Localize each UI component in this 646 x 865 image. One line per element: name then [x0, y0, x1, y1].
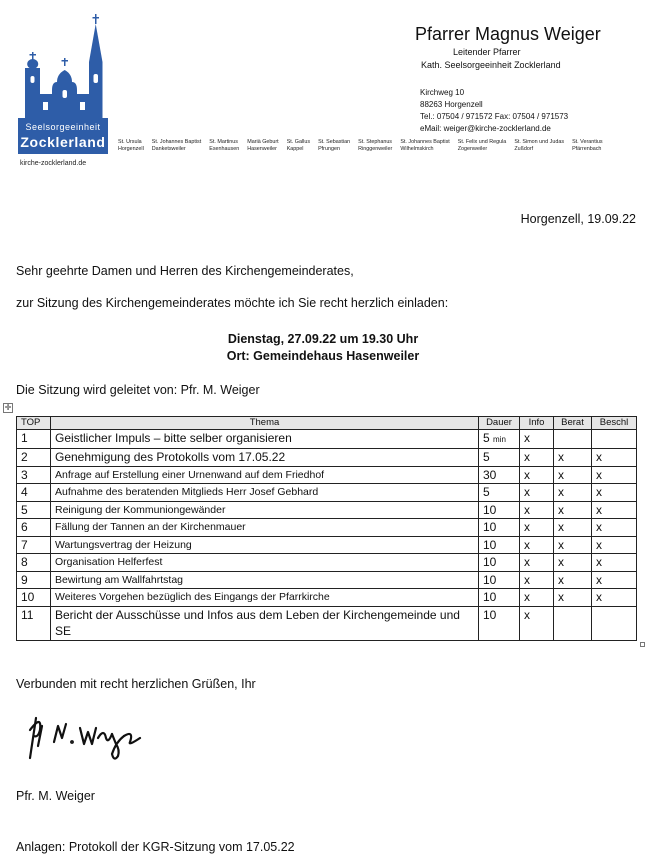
cell-berat: [554, 519, 592, 537]
cell-thema-text: Anfrage auf Erstellung einer Urnenwand auf dem Friedhof: [55, 468, 325, 481]
table-row: [17, 449, 637, 467]
cell-info: [520, 466, 554, 484]
cell-beschl-text: x: [596, 502, 602, 517]
cell-berat-text: x: [558, 485, 564, 499]
cell-top-text: 7: [21, 537, 28, 552]
cell-dauer: [479, 536, 520, 554]
cell-top-text: 2: [21, 450, 28, 464]
cell-info: [520, 484, 554, 502]
parish-item: [458, 139, 507, 153]
cell-beschl: [592, 606, 637, 640]
parish-item: [514, 139, 564, 153]
parish-place: Ringgenweiler: [358, 146, 393, 152]
parish-item: [318, 139, 350, 153]
cell-dauer-text: 30: [483, 467, 497, 482]
cell-berat: [554, 430, 592, 449]
cell-info: [520, 519, 554, 537]
cell-dauer: [479, 606, 520, 640]
cell-berat: [554, 484, 592, 502]
cell-berat-text: x: [558, 572, 564, 587]
cell-thema-text: Bewirtung am Wallfahrtstag: [55, 573, 183, 586]
cell-info-text: x: [524, 555, 530, 569]
parish-item: [247, 139, 278, 153]
cell-top-text: 5: [21, 502, 28, 517]
cell-thema: [51, 430, 479, 449]
cell-info: [520, 606, 554, 640]
table-row: [17, 589, 637, 607]
cell-beschl: [592, 501, 637, 519]
cell-beschl: [592, 430, 637, 449]
cell-top-text: 6: [21, 520, 28, 534]
cell-top: [17, 449, 51, 467]
cell-beschl: [592, 554, 637, 572]
cell-berat-text: x: [558, 502, 564, 517]
table-row: [17, 554, 637, 572]
parish-name: St. Gallus: [286, 139, 311, 145]
cell-dauer-text: 10: [483, 537, 497, 552]
sender-street: Kirchweg 10: [420, 88, 465, 97]
cell-dauer: [479, 571, 520, 589]
table-row: [17, 484, 637, 502]
logo-line-zocklerland: Zocklerland: [20, 134, 106, 150]
cell-thema: [51, 449, 479, 467]
parish-name: St. Johannes Baptist: [400, 139, 450, 145]
parish-place: Wilhelmskirch: [400, 146, 434, 152]
cell-top: [17, 519, 51, 537]
header-dauer: Dauer: [479, 417, 520, 430]
cell-berat-text: x: [558, 520, 564, 534]
cell-top-text: 11: [21, 607, 34, 622]
cell-thema-text: Fällung der Tannen an der Kirchenmauer: [55, 521, 246, 533]
cell-dauer: [479, 466, 520, 484]
cell-dauer: [479, 519, 520, 537]
salutation: Sehr geehrte Damen und Herren des Kirchengemeinderates,: [16, 264, 354, 278]
cell-dauer-text: 10: [483, 590, 497, 604]
cell-thema-text: Reinigung der Kommuniongewänder: [55, 503, 226, 516]
signatory-name: Pfr. M. Weiger: [16, 789, 95, 803]
cell-berat-text: x: [558, 467, 564, 482]
cell-dauer: [479, 430, 520, 449]
cell-beschl-text: x: [596, 450, 602, 464]
cell-thema-text: Genehmigung des Protokolls vom 17.05.22: [55, 450, 286, 464]
cell-beschl-text: x: [596, 590, 602, 604]
invitation-text: zur Sitzung des Kirchengemeinderates möchte ich Sie recht herzlich einladen:: [16, 296, 449, 310]
cell-beschl: [592, 519, 637, 537]
cell-dauer-text: 10: [483, 607, 497, 622]
cell-thema-text: Weiteres Vorgehen bezüglich des Eingangs der Pfarrkirche: [55, 591, 330, 603]
parish-item: [358, 139, 392, 153]
cell-thema-text: Bericht der Ausschüsse und Infos aus dem Leben der Kirchengemeinde und SE: [55, 607, 460, 638]
header-berat: Berat: [554, 417, 592, 430]
cell-dauer-text: 5: [483, 485, 490, 499]
parish-place: Danketsweiler: [151, 146, 186, 152]
cell-info: [520, 449, 554, 467]
cell-thema: [51, 589, 479, 607]
handwritten-signature: [24, 708, 154, 764]
cell-thema-text: Aufnahme des beratenden Mitglieds Herr Josef Gebhard: [55, 486, 319, 498]
cell-thema: [51, 466, 479, 484]
parish-name: St. Ursula: [118, 139, 142, 145]
cell-thema-text: Wartungsvertrag der Heizung: [55, 538, 192, 551]
date-line: Horgenzell, 19.09.22: [520, 212, 636, 226]
cell-info-text: x: [524, 607, 530, 622]
cell-berat-text: x: [558, 555, 564, 569]
parish-item: [400, 139, 449, 153]
parish-list: [118, 139, 638, 153]
cell-berat: [554, 606, 592, 640]
cell-top-text: 9: [21, 572, 28, 587]
cell-berat: [554, 571, 592, 589]
cell-info: [520, 501, 554, 519]
parish-place: Pfrungen: [318, 146, 340, 152]
cell-beschl-text: x: [596, 555, 602, 569]
parish-place: Horgenzell: [118, 146, 144, 152]
cell-top-text: 1: [21, 431, 28, 445]
cell-top: [17, 606, 51, 640]
cell-beschl: [592, 571, 637, 589]
parish-place: Zußdorf: [514, 146, 534, 152]
parish-name: St. Stephanus: [358, 139, 393, 145]
sender-city: 88263 Horgenzell: [420, 100, 483, 109]
parish-item: [152, 139, 201, 153]
meeting-date: Dienstag, 27.09.22 um 19.30 Uhr: [227, 332, 419, 346]
cell-info-text: x: [524, 520, 530, 534]
cell-dauer: [479, 589, 520, 607]
header-info: Info: [520, 417, 554, 430]
cell-info-text: x: [524, 450, 530, 464]
parish-place: Zogenweiler: [457, 146, 488, 152]
cell-top: [17, 466, 51, 484]
cell-dauer-unit: min: [493, 435, 506, 444]
sender-unit: Kath. Seelsorgeeinheit Zocklerland: [421, 60, 561, 70]
cell-beschl: [592, 536, 637, 554]
cell-info-text: x: [524, 572, 530, 587]
cell-dauer-text: 10: [483, 572, 497, 587]
agenda-table: [16, 416, 637, 641]
header-top: TOP: [17, 417, 51, 430]
cell-dauer-text: 10: [483, 555, 497, 569]
cell-beschl: [592, 589, 637, 607]
parish-place: Pfärrenbach: [572, 146, 602, 152]
cell-berat: [554, 554, 592, 572]
attachments-line: Anlagen: Protokoll der KGR-Sitzung vom 17.05.22: [16, 840, 295, 854]
cell-top: [17, 589, 51, 607]
chair-line: Die Sitzung wird geleitet von: Pfr. M. Weiger: [16, 383, 260, 397]
cell-berat: [554, 589, 592, 607]
parish-item: [209, 139, 239, 153]
parish-name: St. Sebastian: [318, 139, 351, 145]
cell-beschl: [592, 449, 637, 467]
cell-berat: [554, 501, 592, 519]
parish-name: St. Felix und Regula: [457, 139, 507, 145]
table-row: [17, 519, 637, 537]
table-row: [17, 571, 637, 589]
cell-top-text: 4: [21, 485, 28, 499]
sender-phone: Tel.: 07504 / 971572 Fax: 07504 / 971573: [420, 112, 569, 121]
cell-dauer-text: 10: [483, 502, 497, 517]
parish-place: Esenhausen: [209, 146, 240, 152]
move-icon[interactable]: ✛: [4, 403, 12, 412]
sender-email[interactable]: eMail: weiger@kirche-zocklerland.de: [420, 124, 551, 133]
cell-thema: [51, 554, 479, 572]
cell-info-text: x: [524, 431, 530, 445]
cell-dauer-text: 5: [483, 431, 490, 445]
table-row: [17, 501, 637, 519]
cell-thema: [51, 501, 479, 519]
cell-top: [17, 501, 51, 519]
cell-info: [520, 430, 554, 449]
cell-top: [17, 536, 51, 554]
cell-thema: [51, 536, 479, 554]
cell-info-text: x: [524, 590, 530, 604]
cell-beschl-text: x: [596, 572, 602, 587]
sender-name: Pfarrer Magnus Weiger: [415, 24, 601, 44]
cell-top-text: 10: [21, 590, 35, 604]
cell-info: [520, 589, 554, 607]
logo-wordmark: [18, 118, 108, 154]
meeting-location: Ort: Gemeindehaus Hasenweiler: [226, 349, 420, 363]
cell-info-text: x: [524, 485, 530, 499]
parish-item: [572, 139, 603, 153]
cell-berat: [554, 536, 592, 554]
table-row: [17, 430, 637, 449]
header-beschl: Beschl: [592, 417, 637, 430]
cell-dauer: [479, 501, 520, 519]
cell-beschl: [592, 484, 637, 502]
cell-info-text: x: [524, 467, 530, 482]
cell-thema-text: Organisation Helferfest: [55, 556, 163, 568]
cell-dauer: [479, 554, 520, 572]
cell-thema: [51, 606, 479, 640]
cell-thema-text: Geistlicher Impuls – bitte selber organisieren: [55, 431, 292, 445]
table-row: [17, 606, 637, 640]
cell-top-text: 8: [21, 555, 28, 569]
parish-place: Kappel: [286, 146, 304, 152]
cell-thema: [51, 571, 479, 589]
cell-dauer-text: 5: [483, 450, 490, 464]
table-header-row: [17, 417, 637, 430]
parish-name: St. Verantius: [572, 139, 603, 145]
cell-berat-text: x: [558, 590, 564, 604]
cell-dauer-text: 10: [483, 520, 497, 534]
cell-info-text: x: [524, 537, 530, 552]
parish-place: Hasenweiler: [247, 146, 277, 152]
cell-dauer: [479, 484, 520, 502]
sender-address: [420, 87, 568, 135]
cell-top: [17, 430, 51, 449]
cell-berat-text: x: [558, 450, 564, 464]
cell-top: [17, 554, 51, 572]
cell-thema: [51, 519, 479, 537]
cell-info: [520, 571, 554, 589]
cell-beschl: [592, 466, 637, 484]
closing-text: Verbunden mit recht herzlichen Grüßen, Ihr: [16, 677, 256, 691]
table-resize-handle[interactable]: [640, 642, 645, 647]
parish-name: St. Simon und Judas: [514, 139, 565, 145]
cell-berat-text: x: [558, 537, 564, 552]
cell-beschl-text: x: [596, 485, 602, 499]
table-row: [17, 536, 637, 554]
cell-info: [520, 536, 554, 554]
cell-top: [17, 484, 51, 502]
sender-role: Leitender Pfarrer: [453, 47, 521, 57]
cell-top: [17, 571, 51, 589]
cell-dauer: [479, 449, 520, 467]
parish-name: St. Martinus: [209, 139, 238, 145]
cell-info: [520, 554, 554, 572]
cell-top-text: 3: [21, 467, 28, 482]
cell-beschl-text: x: [596, 520, 602, 534]
logo-line-seelsorgeeinheit: Seelsorgeeinheit: [25, 122, 101, 132]
table-row: [17, 466, 637, 484]
parish-item: [287, 139, 310, 153]
cell-berat: [554, 449, 592, 467]
parish-name: Mariä Geburt: [247, 139, 279, 145]
header-thema: Thema: [51, 417, 479, 430]
cell-beschl-text: x: [596, 467, 602, 482]
cell-beschl-text: x: [596, 537, 602, 552]
cell-berat: [554, 466, 592, 484]
website-link[interactable]: kirche-zocklerland.de: [20, 160, 87, 167]
cell-info-text: x: [524, 502, 530, 517]
cell-thema: [51, 484, 479, 502]
parish-name: St. Johannes Baptist: [151, 139, 202, 145]
parish-item: [118, 139, 144, 153]
